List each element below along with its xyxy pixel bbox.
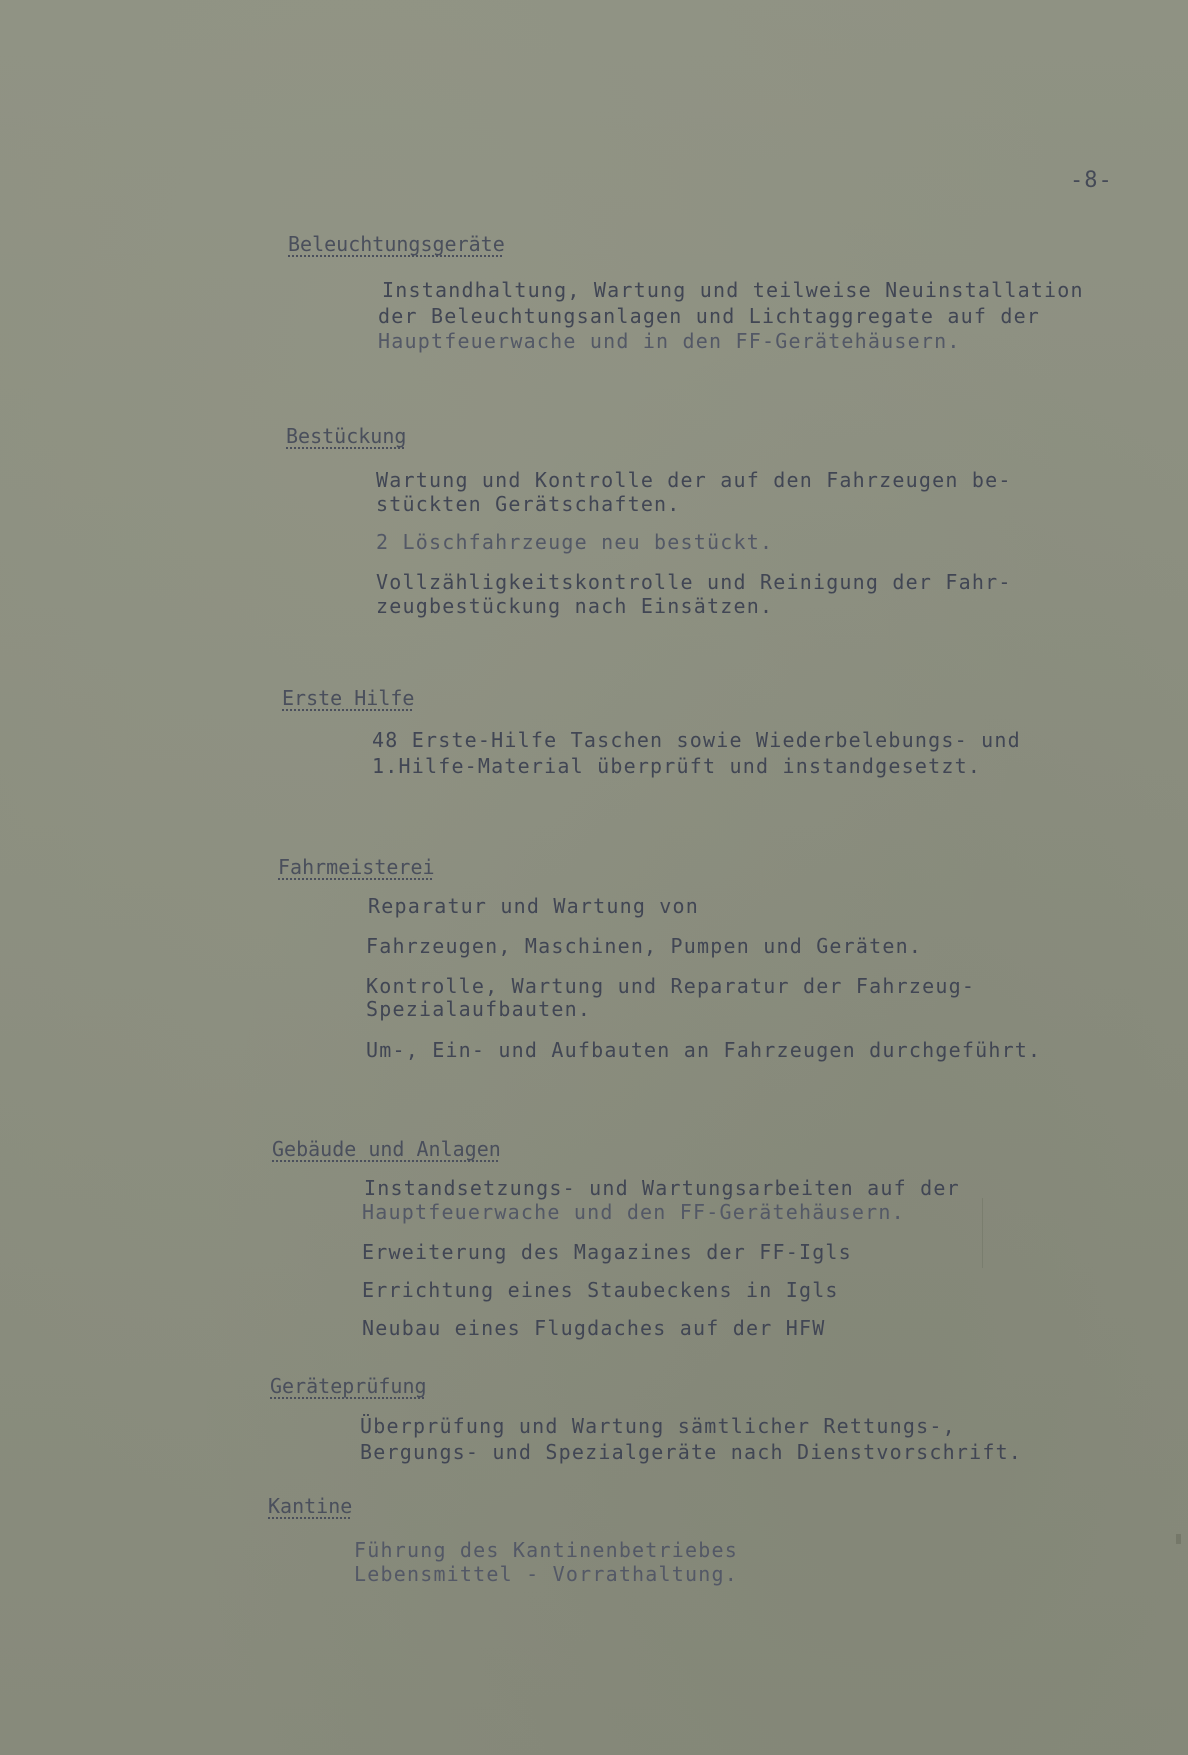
text-line: Spezialaufbauten.	[366, 997, 592, 1021]
text-line: Instandhaltung, Wartung und teilweise Neuinstallation	[382, 278, 1084, 302]
section-heading-gebaeude: Gebäude und Anlagen	[272, 1137, 501, 1161]
text-line: Wartung und Kontrolle der auf den Fahrzeugen be-	[376, 468, 1012, 492]
text-line: Bergungs- und Spezialgeräte nach Dienstvorschrift.	[360, 1440, 1023, 1464]
text-line: Vollzähligkeitskontrolle und Reinigung der Fahr-	[376, 570, 1012, 594]
text-line: Führung des Kantinenbetriebes	[354, 1538, 738, 1562]
section-heading-bestueckung: Bestückung	[286, 424, 407, 448]
text-line: Reparatur und Wartung von	[368, 894, 700, 918]
text-line: Überprüfung und Wartung sämtlicher Rettungs-,	[360, 1414, 956, 1438]
text-line: 1.Hilfe-Material überprüft und instandgesetzt.	[372, 754, 982, 778]
section-heading-kantine: Kantine	[268, 1494, 353, 1518]
section-heading-erste-hilfe: Erste Hilfe	[282, 686, 415, 710]
text-line: Um-, Ein- und Aufbauten an Fahrzeugen durchgeführt.	[366, 1038, 1042, 1062]
text-line: Hauptfeuerwache und in den FF-Gerätehäusern.	[378, 329, 961, 353]
margin-mark	[982, 1198, 983, 1268]
text-line: Neubau eines Flugdaches auf der HFW	[362, 1316, 826, 1340]
text-line: 48 Erste-Hilfe Taschen sowie Wiederbelebungs- und	[372, 728, 1021, 752]
text-line: Lebensmittel - Vorrathaltung.	[354, 1562, 738, 1586]
text-line: der Beleuchtungsanlagen und Lichtaggregate auf der	[378, 304, 1041, 328]
text-line: Fahrzeugen, Maschinen, Pumpen und Geräten.	[366, 934, 923, 958]
text-line: Instandsetzungs- und Wartungsarbeiten auf der	[364, 1176, 960, 1200]
edge-mark	[1176, 1534, 1181, 1544]
section-heading-geraetepruefung: Geräteprüfung	[270, 1374, 427, 1398]
text-line: 2 Löschfahrzeuge neu bestückt.	[376, 530, 774, 554]
text-line: zeugbestückung nach Einsätzen.	[376, 594, 774, 618]
section-heading-beleuchtung: Beleuchtungsgeräte	[288, 232, 505, 256]
text-line: Kontrolle, Wartung und Reparatur der Fahrzeug-	[366, 974, 976, 998]
section-heading-fahrmeisterei: Fahrmeisterei	[278, 855, 435, 879]
page-number: -8-	[1070, 168, 1113, 193]
text-line: Hauptfeuerwache und den FF-Gerätehäusern.	[362, 1200, 905, 1224]
text-line: Erweiterung des Magazines der FF-Igls	[362, 1240, 852, 1264]
text-line: stückten Gerätschaften.	[376, 492, 681, 516]
text-line: Errichtung eines Staubeckens in Igls	[362, 1278, 839, 1302]
